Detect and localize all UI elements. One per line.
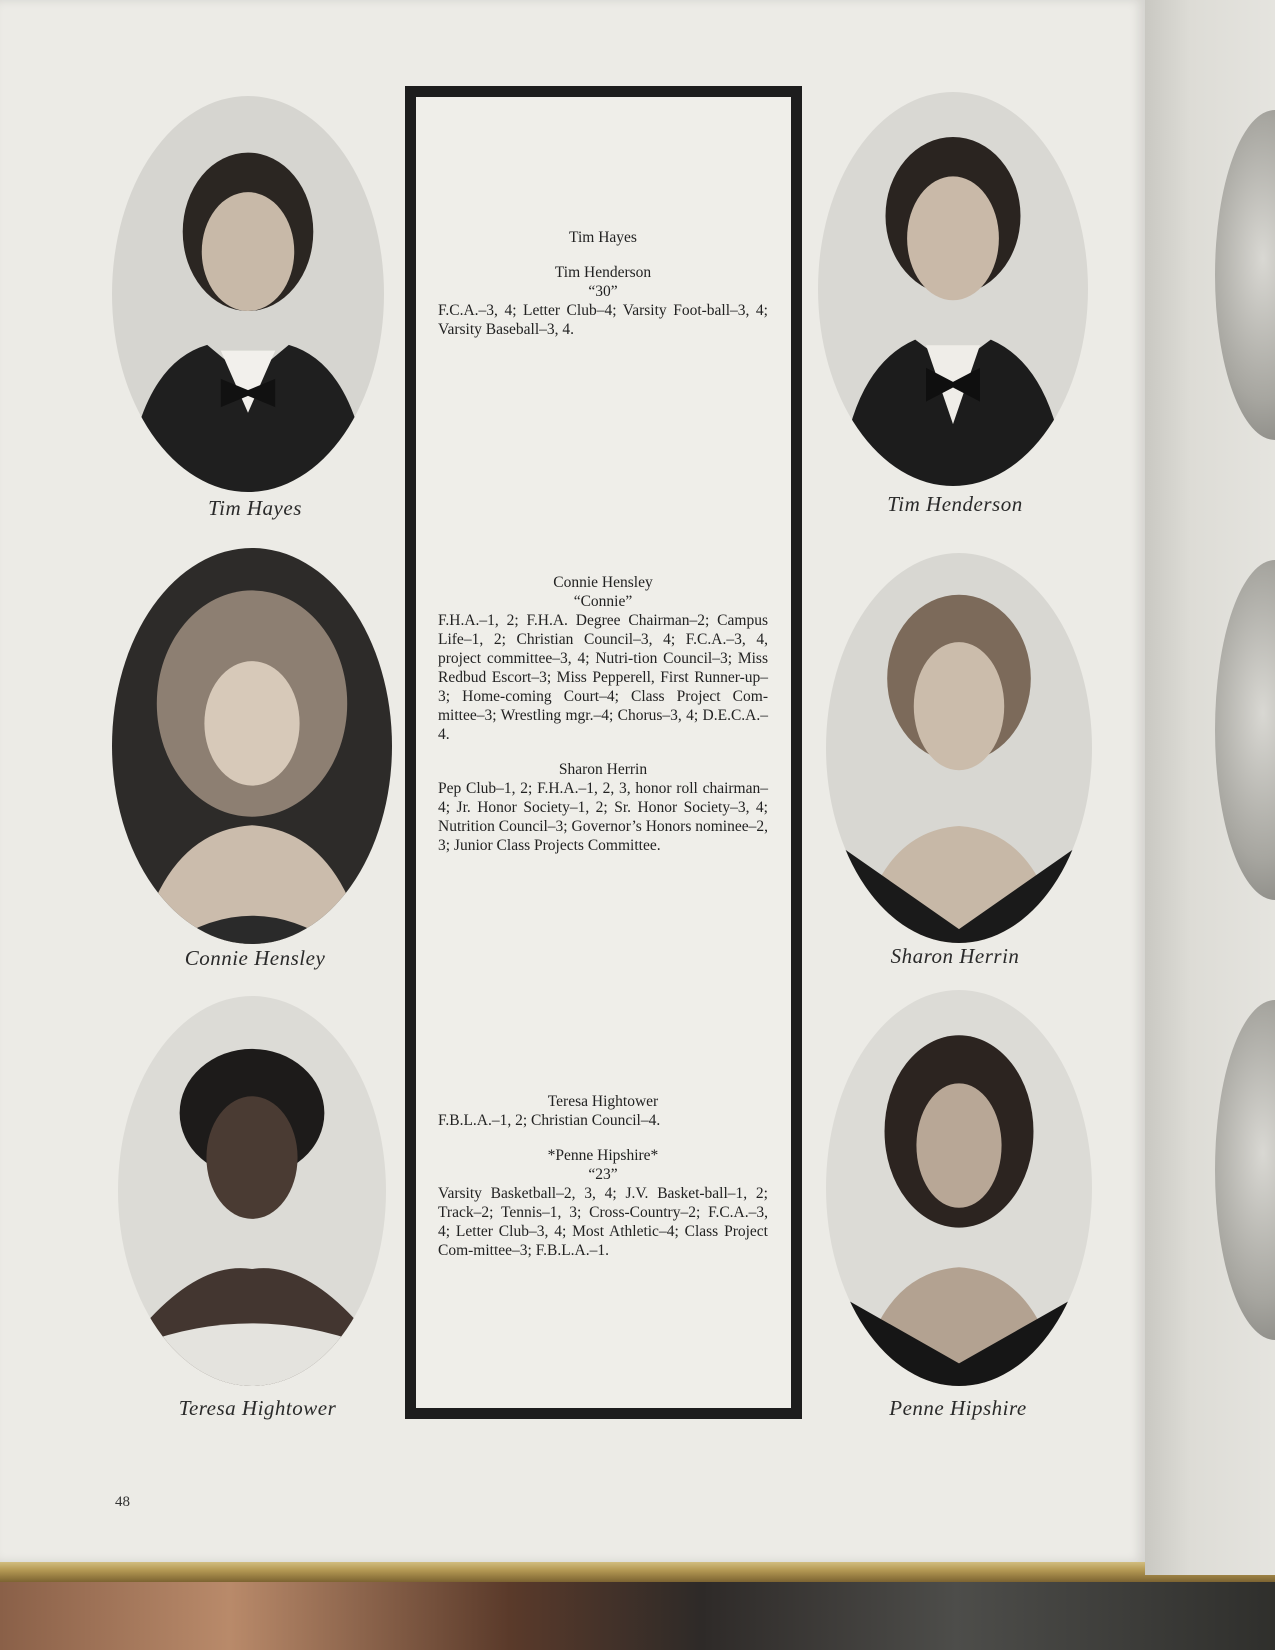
- bio-name: Tim Hayes: [569, 229, 637, 246]
- bio-text-box: [405, 86, 802, 1419]
- bio-nickname: “Connie”: [573, 593, 633, 610]
- portrait-photo-tim-henderson: [818, 92, 1088, 486]
- bio-entry-connie-hensley: [438, 573, 768, 855]
- page-number: 48: [115, 1494, 130, 1510]
- portrait-photo-teresa-hightower: [118, 996, 386, 1386]
- bio-activities: F.H.A.–1, 2; F.H.A. Degree Chairman–2; Campus Life–1, 2; Christian Council–3, 4; F.C.A.–3, 4, project committee–3, 4; Nutri-tion Council–3; Miss Redbud Escort–3; Miss Pepperell, First Runner-up–3; Home-coming Court–4; Class Project Com-mittee–3; Wrestling mgr.–4; Chorus–3, 4; D.E.C.A.–4.: [438, 612, 768, 743]
- facing-portrait-3: [1215, 1000, 1275, 1340]
- bio-entry-teresa-hightower: [438, 1092, 768, 1260]
- portrait-photo-connie-hensley: [112, 548, 392, 944]
- portrait-photo-tim-hayes: [112, 96, 384, 492]
- bio-name: Tim Henderson: [554, 264, 652, 281]
- portrait-caption: Penne Hipshire: [889, 1396, 1027, 1420]
- facing-page: [1145, 0, 1275, 1575]
- bio-activities: Varsity Basketball–2, 3, 4; J.V. Basket-ball–1, 2; Track–2; Tennis–1, 3; Cross-Country–2; F.C.A.–3, 4; Letter Club–3, 4; Most Athletic–4; Class Project Com-mittee–3; F.B.L.A.–1.: [438, 1185, 768, 1259]
- bio-entry-tim-hayes: [438, 228, 768, 339]
- portrait-photo-penne-hipshire: [826, 990, 1092, 1386]
- bio-name: Connie Hensley: [553, 574, 653, 591]
- portrait-photo-sharon-herrin: [826, 553, 1092, 943]
- bio-name: Teresa Hightower: [547, 1093, 659, 1110]
- facing-portrait-2: [1215, 560, 1275, 900]
- portrait-caption: Teresa Hightower: [178, 1396, 337, 1420]
- bio-nickname: “30”: [588, 283, 618, 300]
- bio-activities: F.B.L.A.–1, 2; Christian Council–4.: [438, 1112, 661, 1129]
- bio-activities: Pep Club–1, 2; F.H.A.–1, 2, 3, honor roll chairman–4; Jr. Honor Society–1, 2; Sr. Honor Society–3, 4; Nutrition Council–3; Governor’s Honors nominee–2, 3; Junior Class Projects Committee.: [438, 780, 768, 854]
- portrait-caption: Sharon Herrin: [890, 944, 1020, 968]
- portrait-caption: Tim Hayes: [208, 496, 302, 520]
- portrait-caption: Connie Hensley: [184, 946, 326, 970]
- bio-activities: F.C.A.–3, 4; Letter Club–4; Varsity Foot-ball–3, 4; Varsity Baseball–3, 4.: [438, 302, 768, 338]
- facing-portrait-1: [1215, 110, 1275, 440]
- bio-name: *Penne Hipshire*: [547, 1147, 659, 1164]
- book-edge: [0, 1560, 1275, 1582]
- bio-nickname: “23”: [588, 1166, 618, 1183]
- bio-name: Sharon Herrin: [558, 761, 648, 778]
- portrait-caption: Tim Henderson: [887, 492, 1023, 516]
